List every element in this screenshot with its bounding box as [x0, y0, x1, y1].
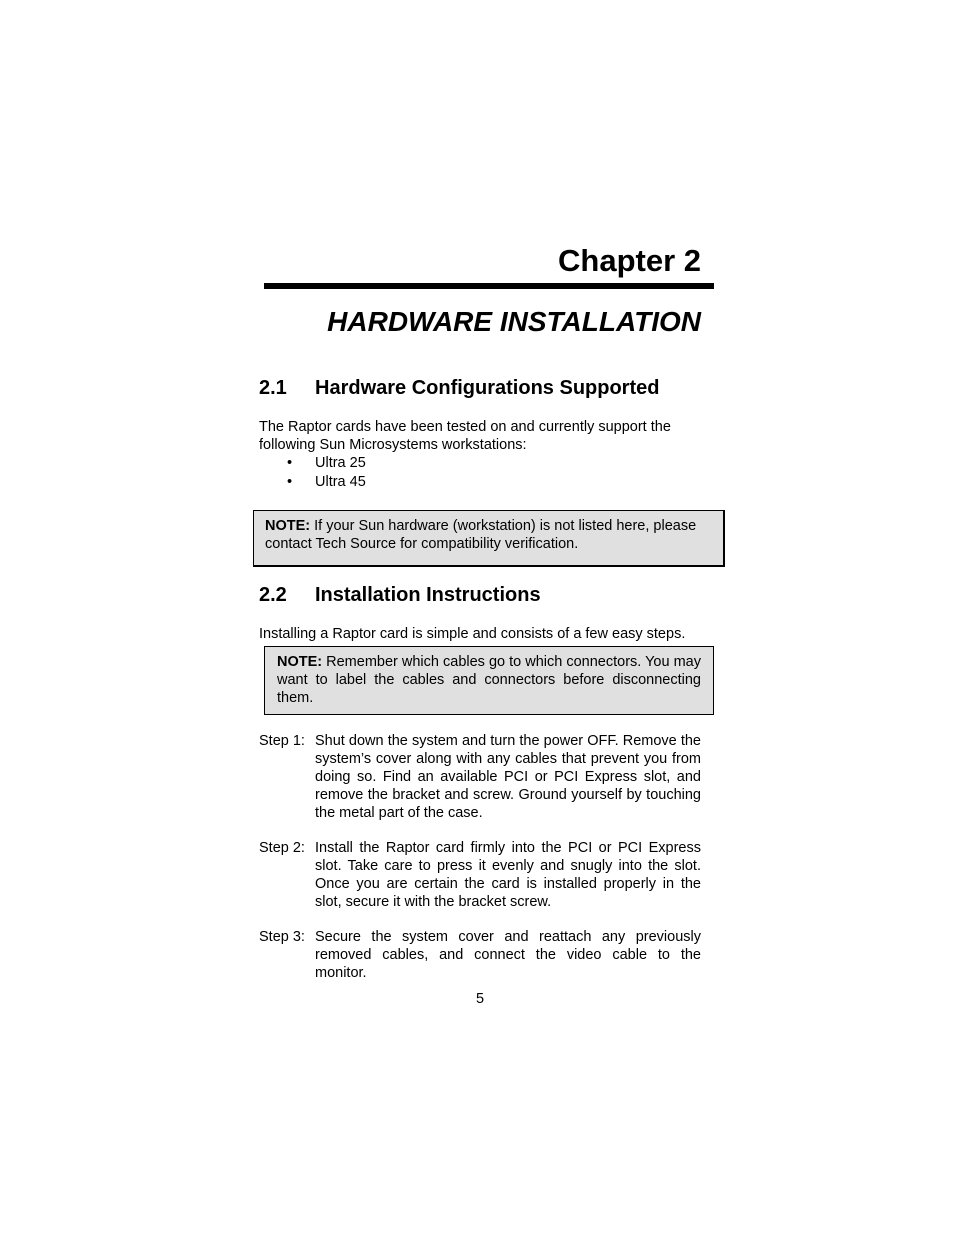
section-heading-2-1: [259, 376, 659, 400]
step-3: [259, 928, 701, 982]
list-item: • Ultra 25: [259, 454, 701, 473]
chapter-title: Chapter 2: [558, 243, 701, 278]
section-2-intro: Installing a Raptor card is simple and consists of a few easy steps.: [259, 626, 686, 642]
step-label: Step 2:: [259, 840, 305, 856]
section-title: Hardware Configurations Supported: [315, 377, 660, 399]
step-label: Step 1:: [259, 733, 305, 749]
step-text: Install the Raptor card firmly into the PCI or PCI Express slot. Take care to press it evenly and snugly into the slot. Once you are certain the card is installed properly in the slot, secure it with the bracket screw.: [315, 840, 701, 910]
note-label: NOTE:: [277, 654, 323, 670]
chapter-subtitle: HARDWARE INSTALLATION: [327, 306, 701, 337]
step-1: [259, 732, 701, 822]
section-title: Installation Instructions: [315, 584, 541, 606]
note-text: Remember which cables go to which connectors. You may want to label the cables and connectors before disconnecting them.: [277, 654, 701, 706]
section-heading-2-2: [259, 583, 541, 607]
section-number: 2.2: [259, 584, 287, 606]
note-box-compatibility: [253, 510, 725, 567]
note-box-cables: [264, 646, 714, 715]
note-label: NOTE:: [265, 518, 311, 534]
page-number: 5: [475, 991, 485, 1007]
note-text: If your Sun hardware (workstation) is not listed here, please contact Tech Source for compatibility verification.: [265, 518, 697, 552]
chapter-rule: [264, 283, 714, 289]
section-1-intro: The Raptor cards have been tested on and currently support the following Sun Microsystems workstations:: [259, 419, 671, 453]
list-item: • Ultra 45: [259, 473, 701, 492]
section-number: 2.1: [259, 377, 287, 399]
step-label: Step 3:: [259, 929, 305, 945]
workstation-list: [259, 454, 701, 492]
step-text: Secure the system cover and reattach any previously removed cables, and connect the video cable to the monitor.: [315, 929, 701, 981]
step-text: Shut down the system and turn the power OFF. Remove the system’s cover along with any cables that prevent you from doing so. Find an available PCI or PCI Express slot, and remove the bracket and screw. Ground yourself by touching the metal part of the case.: [315, 733, 701, 821]
step-2: [259, 839, 701, 911]
